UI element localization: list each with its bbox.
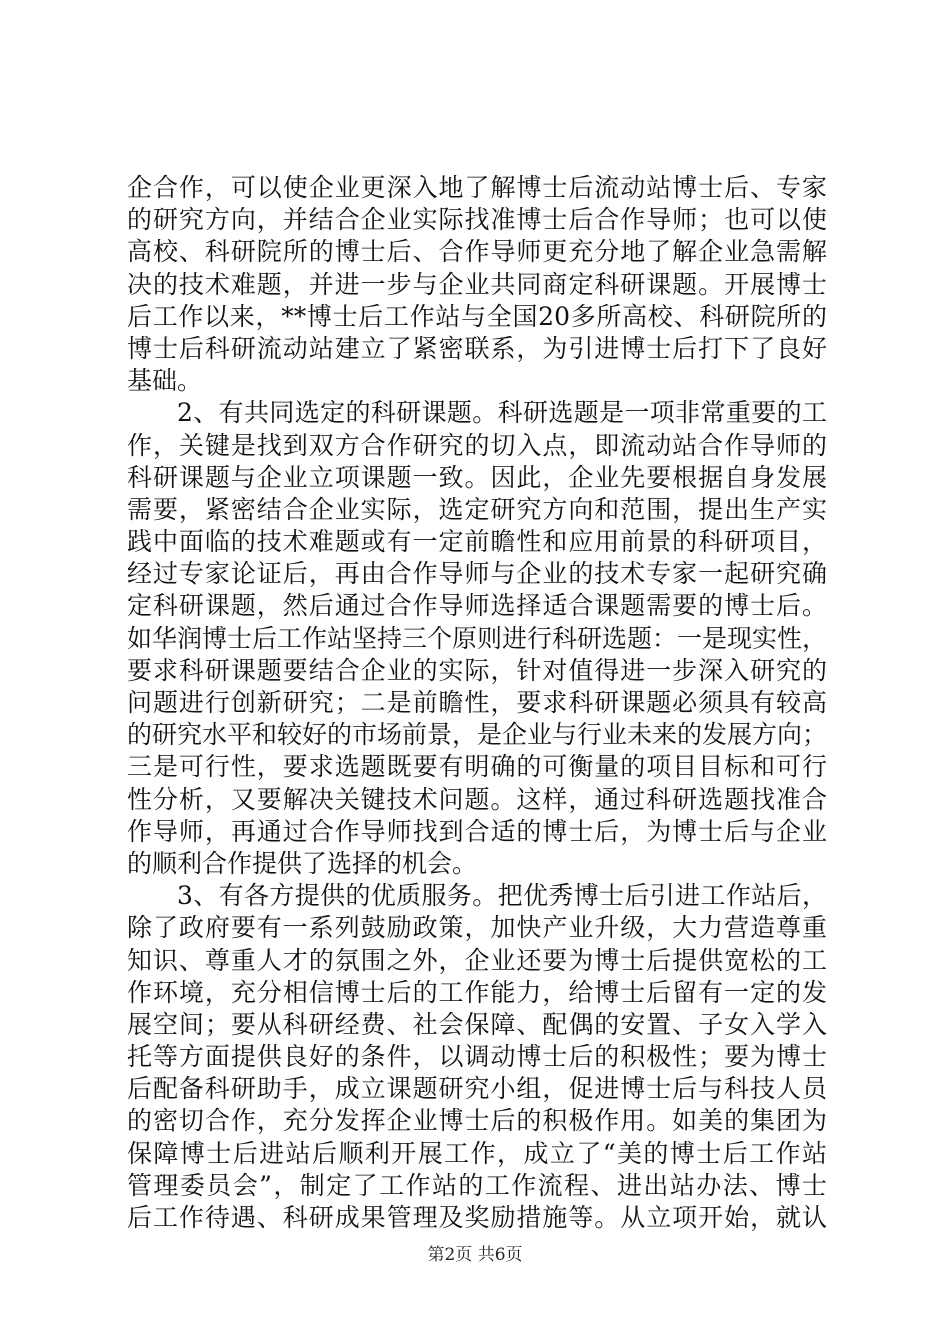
text-line: 的顺利合作提供了选择的机会。	[127, 848, 478, 878]
text-line: 经过专家论证后，再由合作导师与企业的技术专家一起研究确	[127, 559, 827, 589]
text-line: 后配备科研助手，成立课题研究小组，促进博士后与科技人员	[127, 1074, 827, 1104]
text-line: 作导师，再通过合作导师找到合适的博士后，为博士后与企业	[127, 816, 827, 846]
text-line: 保障博士后进站后顺利开展工作，成立了“美的博士后工作站	[127, 1138, 827, 1168]
text-line: 性分析，又要解决关键技术问题。这样，通过科研选题找准合	[127, 784, 827, 814]
text-line: 的研究方向，并结合企业实际找准博士后合作导师；也可以使	[127, 205, 827, 235]
text-line: 托等方面提供良好的条件，以调动博士后的积极性；要为博士	[127, 1042, 827, 1072]
text-line: 作环境，充分相信博士后的工作能力，给博士后留有一定的发	[127, 977, 827, 1007]
text-line: 科研课题与企业立项课题一致。因此，企业先要根据自身发展	[127, 462, 827, 492]
text-line: 后工作待遇、科研成果管理及奖励措施等。从立项开始，就认	[127, 1203, 827, 1232]
text-line: 3、有各方提供的优质服务。把优秀博士后引进工作站后，	[177, 881, 827, 911]
text-line: 作，关键是找到双方合作研究的切入点，即流动站合作导师的	[127, 430, 827, 460]
text-line: 的研究水平和较好的市场前景，是企业与行业未来的发展方向；	[127, 720, 828, 750]
text-line: 如华润博士后工作站坚持三个原则进行科研选题：一是现实性，	[127, 623, 828, 653]
text-line: 博士后科研流动站建立了紧密联系，为引进博士后打下了良好	[127, 333, 827, 363]
text-line: 2、有共同选定的科研课题。科研选题是一项非常重要的工	[177, 398, 827, 428]
text-line: 基础。	[127, 366, 203, 396]
text-line: 后工作以来，**博士后工作站与全国20多所高校、科研院所的	[127, 301, 827, 331]
text-line: 展空间；要从科研经费、社会保障、配偶的安置、子女入学入	[127, 1009, 827, 1039]
text-line: 管理委员会”，制定了工作站的工作流程、进出站办法、博士	[127, 1170, 827, 1200]
text-line: 企合作，可以使企业更深入地了解博士后流动站博士后、专家	[127, 173, 827, 202]
text-line: 三是可行性，要求选题既要有明确的可衡量的项目目标和可行	[127, 752, 827, 782]
text-line: 践中面临的技术难题或有一定前瞻性和应用前景的科研项目，	[127, 527, 827, 557]
page-footer: 第2页 共6页	[427, 1245, 523, 1265]
text-line: 除了政府要有一系列鼓励政策，加快产业升级，大力营造尊重	[127, 913, 827, 943]
text-line: 决的技术难题，并进一步与企业共同商定科研课题。开展博士	[127, 269, 827, 299]
text-line: 知识、尊重人才的氛围之外，企业还要为博士后提供宽松的工	[127, 945, 827, 975]
text-line: 定科研课题，然后通过合作导师选择适合课题需要的博士后。	[127, 591, 827, 621]
text-line: 高校、科研院所的博士后、合作导师更充分地了解企业急需解	[127, 237, 827, 267]
text-line: 的密切合作，充分发挥企业博士后的积极作用。如美的集团为	[127, 1106, 827, 1136]
text-line: 需要，紧密结合企业实际，选定研究方向和范围，提出生产实	[127, 494, 827, 524]
text-line: 要求科研课题要结合企业的实际，针对值得进一步深入研究的	[127, 655, 827, 685]
text-line: 问题进行创新研究；二是前瞻性，要求科研课题必须具有较高	[127, 688, 827, 717]
document-body	[127, 172, 827, 1234]
